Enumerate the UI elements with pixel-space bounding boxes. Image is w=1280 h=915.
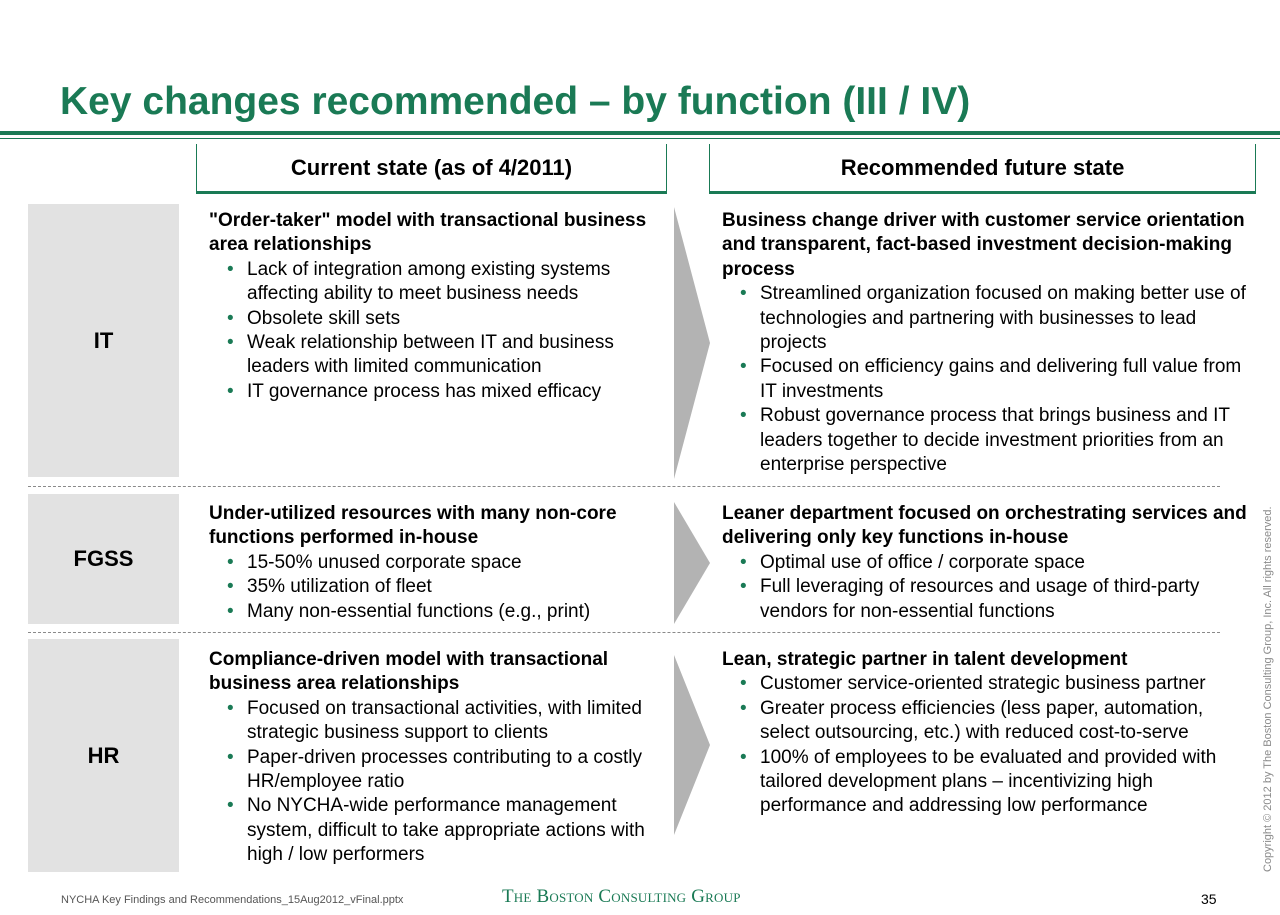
- it-future-head: Business change driver with customer service orientation and transparent, fact-based investment decision-making process: [722, 210, 1245, 280]
- row-label-fgss: FGSS: [28, 494, 179, 624]
- list-item: • 35% utilization of fleet: [209, 575, 659, 599]
- it-current-bullets: [209, 258, 659, 404]
- page-number: 35: [1201, 891, 1217, 907]
- list-item: • Robust governance process that brings business and IT leaders together to decide investment priorities from an enterprise perspective: [722, 404, 1252, 477]
- fgss-future-bullets: [722, 551, 1252, 624]
- it-transition-arrow: [674, 207, 712, 479]
- page-title: Key changes recommended – by function (III / IV): [60, 80, 971, 123]
- fgss-future-head: Leaner department focused on orchestrating services and delivering only key functions in-house: [722, 503, 1247, 549]
- footer-filename: NYCHA Key Findings and Recommendations_15Aug2012_vFinal.pptx: [61, 894, 404, 906]
- title-rule: [0, 131, 1280, 135]
- list-item: • Weak relationship between IT and business leaders with limited communication: [209, 331, 659, 380]
- current-state-header: Current state (as of 4/2011): [196, 144, 667, 194]
- list-item: • Focused on transactional activities, with limited strategic business support to clients: [209, 697, 659, 746]
- row-label-hr: HR: [28, 639, 179, 872]
- hr-transition-arrow: [674, 655, 712, 835]
- fgss-current-state: [209, 502, 659, 624]
- hr-current-head: Compliance-driven model with transactional business area relationships: [209, 649, 609, 695]
- list-item: • Lack of integration among existing systems affecting ability to meet business needs: [209, 258, 659, 307]
- list-item: • Streamlined organization focused on making better use of technologies and partnering with businesses to lead projects: [722, 282, 1252, 355]
- it-future-state: [722, 209, 1252, 477]
- fgss-current-head: Under-utilized resources with many non-core functions performed in-house: [209, 503, 617, 549]
- hr-current-state: [209, 648, 659, 868]
- fgss-current-bullets: [209, 551, 659, 624]
- it-current-head: "Order-taker" model with transactional business area relationships: [209, 210, 647, 256]
- fgss-transition-arrow: [674, 502, 712, 624]
- list-item: • 15-50% unused corporate space: [209, 551, 659, 575]
- row-label-it: IT: [28, 204, 179, 477]
- future-state-header: Recommended future state: [709, 144, 1256, 194]
- it-future-bullets: [722, 282, 1252, 477]
- list-item: • Customer service-oriented strategic business partner: [722, 672, 1252, 696]
- fgss-future-state: [722, 502, 1252, 624]
- hr-future-bullets: [722, 672, 1252, 818]
- hr-future-state: [722, 648, 1252, 819]
- row-separator: [28, 632, 1220, 633]
- list-item: • 100% of employees to be evaluated and provided with tailored development plans – incentivizing high performance and addressing low performance: [722, 746, 1252, 819]
- list-item: • Greater process efficiencies (less paper, automation, select outsourcing, etc.) with reduced cost-to-serve: [722, 697, 1252, 746]
- list-item: • IT governance process has mixed efficacy: [209, 380, 659, 404]
- hr-current-bullets: [209, 697, 659, 868]
- hr-future-head: Lean, strategic partner in talent development: [722, 649, 1128, 670]
- list-item: • Full leveraging of resources and usage of third-party vendors for non-essential functions: [722, 575, 1252, 624]
- list-item: • Optimal use of office / corporate space: [722, 551, 1252, 575]
- bcg-logo: The Boston Consulting Group: [502, 886, 741, 907]
- list-item: • Obsolete skill sets: [209, 307, 659, 331]
- list-item: • Focused on efficiency gains and delivering full value from IT investments: [722, 355, 1252, 404]
- title-rule-thin: [0, 138, 1280, 139]
- list-item: • Many non-essential functions (e.g., print): [209, 600, 659, 624]
- list-item: • No NYCHA-wide performance management system, difficult to take appropriate actions with high / low performers: [209, 794, 659, 867]
- it-current-state: [209, 209, 659, 404]
- copyright-notice: Copyright © 2012 by The Boston Consulting Group, Inc. All rights reserved.: [1262, 506, 1274, 872]
- row-separator: [28, 486, 1220, 487]
- list-item: • Paper-driven processes contributing to a costly HR/employee ratio: [209, 746, 659, 795]
